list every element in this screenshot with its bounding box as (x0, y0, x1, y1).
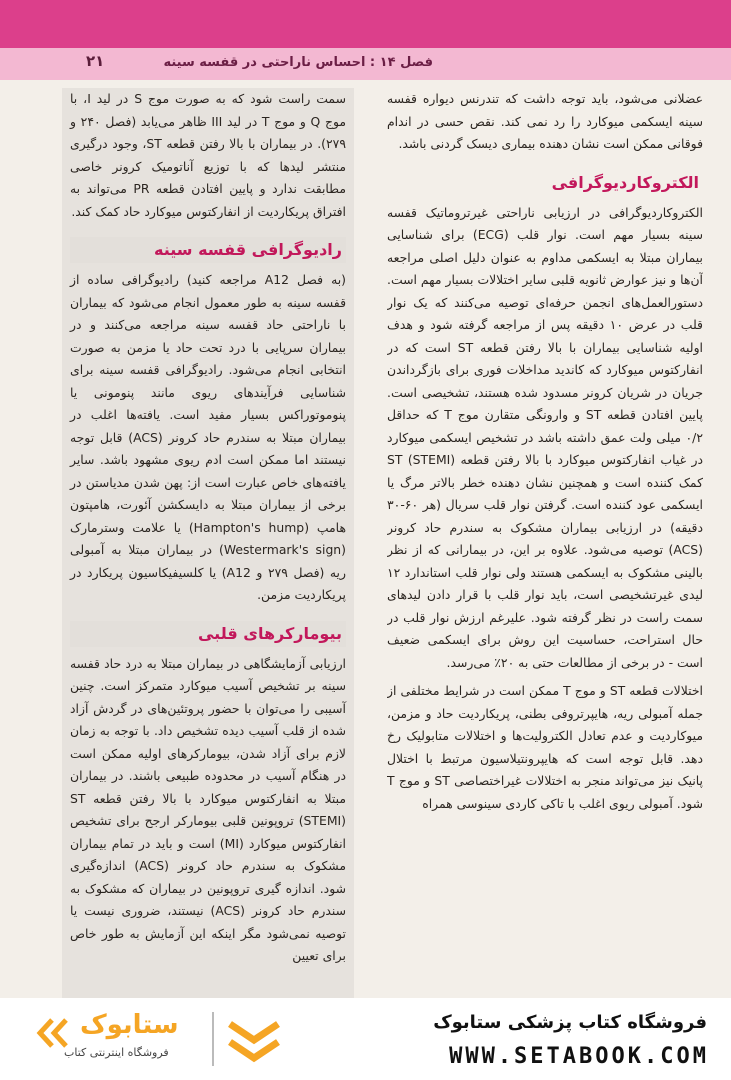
paragraph: عضلانی می‌شود، باید توجه داشت که تندرنس دیواره قفسه سینه ایسکمی میوکارد را رد نمی کند. نقص حسی در اندام فوقانی ممکن است نشان دهنده بیماری دیسک گردنی باشد. (387, 91, 703, 151)
page-number: ۲۱ (86, 52, 105, 70)
top-color-strip (0, 0, 731, 48)
left-text-column (62, 88, 354, 998)
divider (212, 1012, 214, 1066)
store-name: فروشگاه کتاب پزشکی ستابوک (433, 1012, 707, 1033)
paragraph: سمت راست شود که به صورت موج S در لید I، با موج Q و موج T در لید III ظاهر می‌یابد (فصل ۲۴۰ و ۲۷۹). در بیماران با بالا رفتن قطعه ST، وجود درگیری منتشر لیدها که با توزیع آناتومیک کرونر خاصی مطابقت ندارد و پایین افتادن قطعه PR می‌تواند به افتراق پریکاردیت از انفارکتوس میوکارد حاد کمک کند. (70, 91, 346, 219)
chevron-logo-icon (226, 1016, 282, 1064)
paragraph: (به فصل A12 مراجعه کنید) رادیوگرافی ساده از قفسه سینه به طور معمول انجام می‌شود که بیماران با ناراحتی حاد قفسه سینه مراجعه می‌کنند و در بیماران سرپایی با درد تحت حاد یا مزمن به صورت انتخابی انجام می‌شود. رادیوگرافی قفسه سینه برای شناسایی فرآیندهای ریوی مانند پنومونی یا پنوموتوراکس بسیار مفید است. یافته‌ها اغلب در بیماران مبتلا به سندرم حاد کرونر (ACS) قابل توجه نیستند اما ممکن است ادم ریوی مشهود باشد. سایر یافته‌های خاص عبارت است از: پهن شدن مدیاستن در برخی از بیماران مبتلا به دایسکشن آئورت، هامپتون هامپ (Hampton's hump) یا علامت وسترمارک (Westermark's sign) در بیماران مبتلا به آمبولی ریه (فصل ۲۷۹ و A12) یا کلسیفیکاسیون پریکارد در پریکاردیت مزمن. (70, 272, 347, 602)
double-arrow-icon (34, 1016, 74, 1050)
section-heading-cardiac-biomarkers: بیومارکرهای قلبی (70, 621, 346, 647)
paragraph: اختلالات قطعه ST و موج T ممکن است در شرایط مختلفی از جمله آمبولی ریه، هایپرتروفی بطنی، پریکاردیت حاد و مزمن، میوکاردیت و عدم تعادل الکترولیت‌ها و اختلالات متابولیک رخ دهد. قابل توجه است که هایپرونتیلاسیون مرتبط با اختلال پانیک نیز می‌تواند منجر به اختلالات غیراختصاصی ST و موج T شود. آمبولی ریوی اغلب با تاکی کاردی سینوسی همراه (387, 683, 703, 811)
section-heading-ecg: الکتروکاردیوگرافی (551, 172, 699, 192)
section-heading-chest-radiography: رادیوگرافی قفسه سینه (70, 237, 346, 263)
right-text-column (387, 88, 703, 998)
store-footer-banner (0, 998, 731, 1080)
paragraph: ارزیابی آزمایشگاهی در بیماران مبتلا به درد حاد قفسه سینه بر تشخیص آسیب میوکارد متمرکز است. چنین آسیبی را می‌توان با حضور پروتئین‌های در گردش آزاد شده از قلب آسیب دیده تشخیص داد. با توجه به زمان لازم برای آزاد شدن، بیومارکرهای اولیه ممکن است در هنگام آسیب در محدوده طبیعی باشند. در بیماران مبتلا به انفارکتوس میوکارد با بالا رفتن قطعه ST (STEMI) تروپونین قلبی بیومارکر ارجح برای تشخیص انفارکتوس میوکارد (MI) است و باید در تمام بیماران مشکوک به سندرم حاد کرونر (ACS) اندازه‌گیری شود. اندازه گیری تروپونین در بیماران که مشکوک به سندرم حاد کرونر (ACS) نیستند، ضروری نیست یا توصیه نمی‌شود مگر اینکه این آزمایش به طور خاص برای تعیین (70, 655, 346, 963)
store-url[interactable]: WWW.SETABOOK.COM (449, 1044, 709, 1069)
paragraph: الکتروکاردیوگرافی در ارزیابی ناراحتی غیرتروماتیک قفسه سینه بسیار مهم است. نوار قلب (ECG) برای شناسایی بیماران مبتلا به ایسکمی مداوم به عنوان دلیل اصلی مراجعه آن‌ها و نیز عوارض ثانویه قلبی سایر اختلالات بسیار مهم است. دستورالعمل‌های انجمن حرفه‌ای توصیه می‌کنند که یک نوار قلب در عرض ۱۰ دقیقه پس از مراجعه گرفته شود و هدف اولیه شناسایی بیماران با بالا رفتن قطعه ST است که در انفارکتوس میوکارد که کاندید مداخلات فوری برای بازگرداندن جریان در شریان کرونر مسدود شده هستند، تشخیصی است. پایین افتادن قطعه ST و وارونگی متقارن موج T که حداقل ۰/۲ میلی ولت عمق داشته باشد در تشخیص ایسکمی میوکارد در غیاب انفارکتوس میوکارد با بالا رفتن قطعه ST (STEMI) کمک کننده است و همچنین نشان دهنده خطر بالاتر مرگ یا ایسکمی عود کننده است. گرفتن نوار قلب سریال (هر ۶۰-۳۰ دقیقه) در ارزیابی بیماران مشکوک به سندرم حاد کرونر (ACS) توصیه می‌شود. علاوه بر این، در بیمارانی که از نظر بالینی مشکوک به ایسکمی هستند ولی نوار قلب استاندارد ۱۲ لیدی غیرتشخیصی است، باید نوار قلب با قرار دادن لیدهای سمت راست در نظر گرفته شود. علیرغم ارزش نوار قلب در حال استراحت، حساسیت این روش برای ایسکمی ضعیف است - در برخی از مطالعات حتی به ۲۰٪ می‌رسد. (387, 204, 703, 670)
logo-caption: فروشگاه اینترنتی کتاب (64, 1046, 169, 1059)
logo-text: ستابوک (80, 1010, 179, 1040)
chapter-title: فصل ۱۴ : احساس ناراحتی در قفسه سینه (163, 55, 433, 70)
